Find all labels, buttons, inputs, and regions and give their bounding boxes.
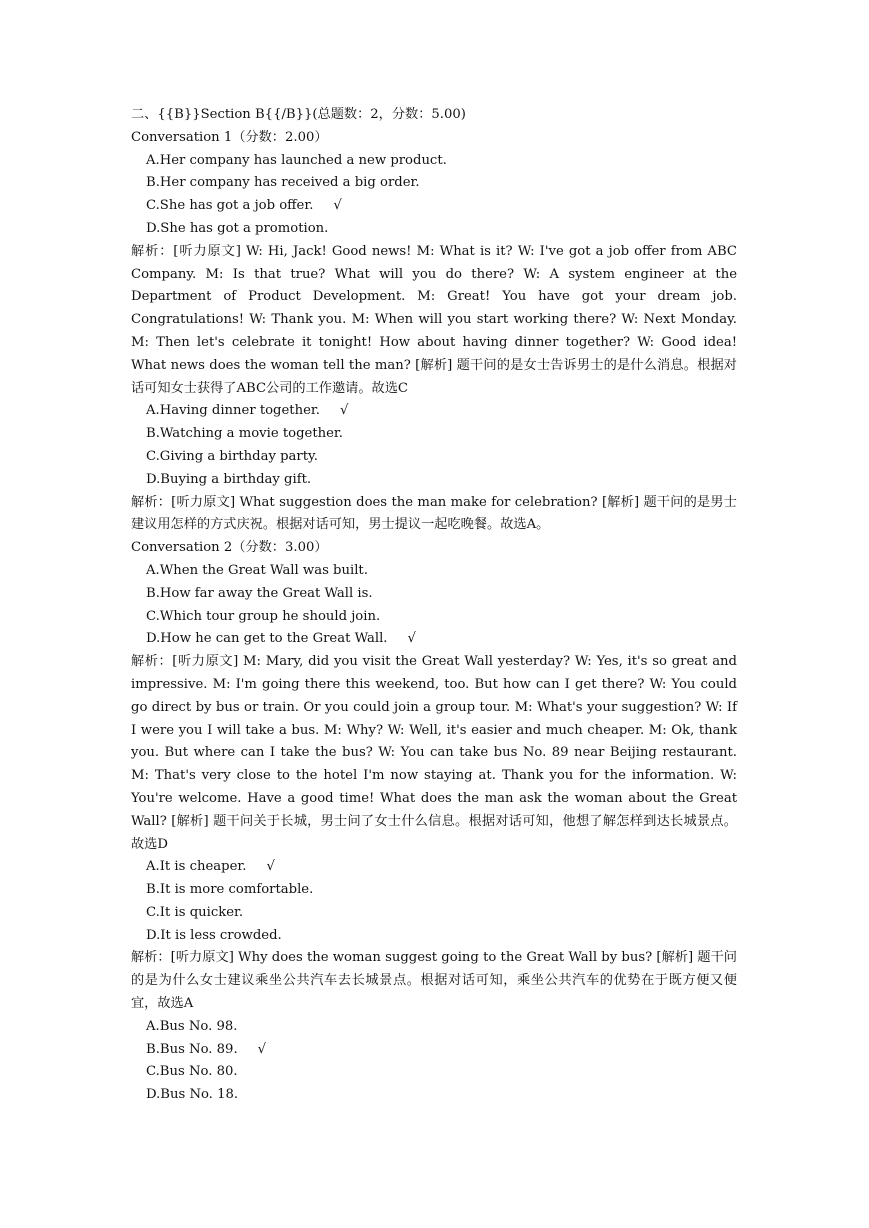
option-text: C.It is quicker. — [146, 904, 244, 920]
answer-option — [131, 606, 737, 629]
answer-option — [131, 560, 737, 583]
option-text: C.She has got a job offer. — [146, 198, 314, 214]
answer-option — [131, 1061, 737, 1084]
option-text: A.It is cheaper. — [146, 859, 247, 875]
analysis-paragraph: 解析：[听力原文] Why does the woman suggest going to the Great Wall by bus? [解析] 题干问的是为什么女士建议乘坐公共汽车去长城景点。根据对话可知，乘坐公共汽车的优势在于既方便又便宜，故选A — [131, 950, 737, 1012]
option-text: D.It is less crowded. — [146, 927, 282, 943]
option-text: C.Giving a birthday party. — [146, 448, 318, 464]
correct-check-icon: √ — [257, 1041, 267, 1057]
correct-check-icon: √ — [266, 859, 275, 875]
analysis-paragraph: 解析：[听力原文] W: Hi, Jack! Good news! M: What is it? W: I've got a job offer from ABC Company. M: Is that true? What will you do there? W: A system engineer at the Department of Product Development. M: Great! You have got your dream job. Congratulations! W: Thank you. M: When will you start working there? W: Next Monday. M: Then let's celebrate it tonight! How about having dinner together? W: Good idea! What news does the woman tell the man? [解析] 题干问的是女士告诉男士的是什么消息。根据对话可知女士获得了ABC公司的工作邀请。故选C — [131, 243, 737, 396]
answer-option — [131, 879, 737, 902]
answer-option — [131, 1016, 737, 1039]
correct-check-icon: √ — [407, 631, 416, 647]
answer-option — [131, 469, 737, 492]
section-heading: 二、{{B}}Section B{{/B}}(总题数：2，分数：5.00) — [131, 107, 466, 122]
option-text: A.Her company has launched a new product. — [146, 152, 447, 168]
answer-option — [131, 1084, 737, 1107]
answer-option — [131, 400, 737, 423]
answer-option — [131, 195, 737, 218]
option-text: B.How far away the Great Wall is. — [146, 585, 373, 601]
analysis-paragraph: 解析：[听力原文] What suggestion does the man make for celebration? [解析] 题干问的是男士建议用怎样的方式庆祝。根据对话可知，男士提议一起吃晚餐。故选A。 — [131, 494, 737, 533]
option-text: C.Bus No. 80. — [146, 1064, 238, 1080]
option-text: A.When the Great Wall was built. — [146, 562, 368, 578]
answer-option — [131, 150, 737, 173]
option-text: D.Buying a birthday gift. — [146, 471, 312, 487]
answer-option — [131, 856, 737, 879]
option-text: D.She has got a promotion. — [146, 220, 329, 236]
answer-option — [131, 446, 737, 469]
answer-option — [131, 628, 737, 651]
option-text: B.Watching a movie together. — [146, 426, 343, 442]
correct-check-icon: √ — [333, 198, 342, 214]
answer-option — [131, 925, 737, 948]
option-text: B.Bus No. 89. — [146, 1041, 238, 1057]
answer-option — [131, 423, 737, 446]
answer-option — [131, 1039, 737, 1062]
answer-option — [131, 172, 737, 195]
option-text: C.Which tour group he should join. — [146, 608, 381, 624]
option-text: A.Bus No. 98. — [146, 1018, 238, 1034]
answer-option — [131, 218, 737, 241]
answer-option — [131, 902, 737, 925]
conversation-title: Conversation 2（分数：3.00） — [131, 540, 328, 556]
option-text: B.Her company has received a big order. — [146, 175, 420, 191]
conversation-title: Conversation 1（分数：2.00） — [131, 129, 328, 145]
option-text: A.Having dinner together. — [146, 403, 320, 419]
answer-option — [131, 583, 737, 606]
correct-check-icon: √ — [339, 403, 349, 419]
option-text: D.Bus No. 18. — [146, 1087, 239, 1103]
analysis-paragraph: 解析：[听力原文] M: Mary, did you visit the Great Wall yesterday? W: Yes, it's so great and impressive. M: I'm going there this weekend, too. But how can I get there? W: You could go direct by bus or train. Or you could join a group tour. M: What's your suggestion? W: If I were you I will take a bus. M: Why? W: Well, it's easier and much cheaper. M: Ok, thank you. But where can I take the bus? W: You can take bus No. 89 near Beijing restaurant. M: That's very close to the hotel I'm now staying at. Thank you for the information. W: You're welcome. Have a good time! What does the man ask the woman about the Great Wall? [解析] 题干问关于长城，男士问了女士什么信息。根据对话可知，他想了解怎样到达长城景点。故选D — [131, 654, 737, 852]
option-text: D.How he can get to the Great Wall. — [146, 631, 388, 647]
option-text: B.It is more comfortable. — [146, 882, 314, 898]
document-body — [131, 104, 737, 1107]
